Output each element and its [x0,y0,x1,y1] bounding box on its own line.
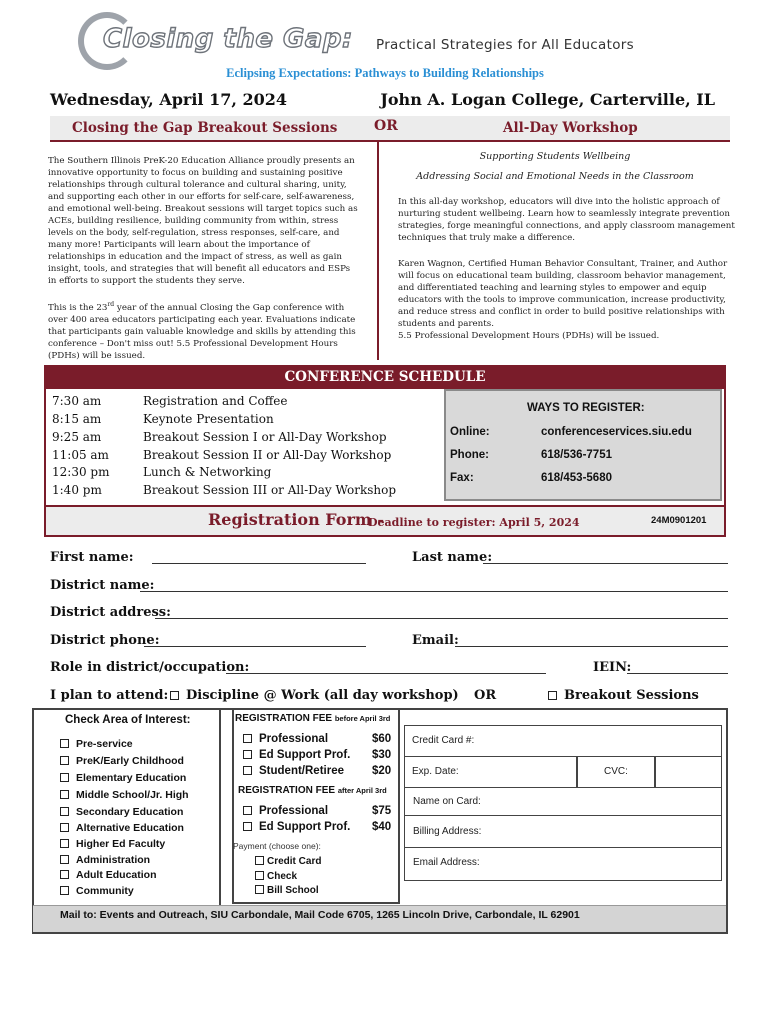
breakout-description: The Southern Illinois PreK-20 Education Alliance proudly presents an innovative opportunity to focus on building and sustaining positive relationships through cultural tolerance and cultural sharing, unity, and supporting each other in our efforts for self-care, self-awareness, and emotional well-being. Breakout sessions will target topics such as ACEs, building resilience, building community from within, stress levels on the body, self-regulation, stress responses, self-care, and many more! Participants will learn about the importance of relationships in education and the impact of stress, as well as gain insight, tools, and strategies that will benefit all educators and ESPs in efforts to support the students they serve. [48,156,358,286]
district-name-field[interactable] [140,591,728,592]
interest-item[interactable]: Pre-service [60,738,133,750]
district-phone-field[interactable] [144,646,366,647]
mail-address: Mail to: Events and Outreach, SIU Carbondale, Mail Code 6705, 1265 Lincoln Drive, Carbondale, IL 62901 [60,909,580,921]
checkbox-icon[interactable] [243,766,252,775]
tagline: Eclipsing Expectations: Pathways to Building Relationships [226,66,544,80]
checkbox-icon[interactable] [60,807,69,816]
checkbox-icon[interactable] [60,790,69,799]
exp-date-label: Exp. Date: [412,766,459,777]
checkbox-icon[interactable] [255,885,264,894]
checkbox-icon[interactable] [60,855,69,864]
workshop-subtitle: Supporting Students Wellbeing [479,151,631,162]
fee-option[interactable]: Ed Support Prof. [243,821,350,833]
schedule-event: Registration and Coffee [143,394,288,408]
checkbox-icon[interactable] [243,734,252,743]
schedule-title: CONFERENCE SCHEDULE [44,365,726,389]
fee-price: $60 [372,733,392,745]
schedule-event: Lunch & Networking [143,465,272,479]
billing-label: Billing Address: [413,826,482,837]
checkbox-icon[interactable] [170,691,179,700]
fee-option[interactable]: Professional [243,805,328,817]
register-fax: 618/453-5680 [541,472,612,484]
checkbox-icon[interactable] [255,856,264,865]
interest-item[interactable]: Elementary Education [60,772,186,784]
first-name-field[interactable] [152,563,366,564]
register-phone: 618/536-7751 [541,449,612,461]
workshop-tagline: Addressing Social and Emotional Needs in the Classroom [416,171,694,182]
option-or: OR [474,688,497,703]
checkbox-icon[interactable] [60,886,69,895]
event-date: Wednesday, April 17, 2024 [50,90,288,109]
interest-item[interactable]: PreK/Early Childhood [60,755,184,767]
fee-price: $20 [372,765,392,777]
interest-title: Check Area of Interest: [65,714,191,726]
logo-subtitle: Practical Strategies for All Educators [376,37,634,53]
conference-history: This is the 23rd year of the annual Closing the Gap conference with over 400 area educators participating each year. Evaluations indicate that participants gain valuable knowledge and skills by attending this conference – Don't miss out! 5.5 Professional Development Hours (PDHs) will be issued. [48,301,356,361]
form-deadline: Deadline to register: April 5, 2024 [368,516,580,529]
role-label: Role in district/occupation: [50,660,250,675]
checkbox-icon[interactable] [243,750,252,759]
email-field[interactable] [455,646,728,647]
or-label: OR [374,118,398,134]
schedule-event: Keynote Presentation [143,412,274,426]
form-title: Registration Form - [208,510,385,529]
interest-item[interactable]: Secondary Education [60,806,183,818]
schedule-time: 12:30 pm [52,465,110,479]
workshop-title: All-Day Workshop [503,120,638,136]
checkbox-icon[interactable] [60,823,69,832]
district-address-label: District address: [50,605,171,620]
checkbox-icon[interactable] [548,691,557,700]
email-label: Email: [412,633,459,648]
payment-option[interactable]: Check [255,871,297,882]
checkbox-icon[interactable] [255,871,264,880]
register-online-link[interactable]: conferenceservices.siu.edu [541,426,692,438]
interest-item[interactable]: Community [60,885,134,897]
checkbox-icon[interactable] [60,756,69,765]
interest-item[interactable]: Adult Education [60,869,157,881]
cvc-divider [654,757,656,788]
register-title: WAYS TO REGISTER: [527,402,645,414]
schedule-time: 9:25 am [52,430,102,444]
fee-after-title: REGISTRATION FEE after April 3rd [238,785,387,796]
district-address-field[interactable] [155,618,728,619]
payment-option[interactable]: Bill School [255,885,319,896]
checkbox-icon[interactable] [60,839,69,848]
logo-title: Closing the Gap: [103,24,353,54]
checkbox-icon[interactable] [60,739,69,748]
card-number-label: Credit Card #: [412,735,475,746]
schedule-event: Breakout Session III or All-Day Workshop [143,483,397,497]
district-phone-label: District phone: [50,633,160,648]
fee-price: $40 [372,821,392,833]
workshop-description: In this all-day workshop, educators will dive into the holistic approach of nurturing student wellbeing. Learn how to seamlessly integrate prevention strategies, forge meaningful connections, and apply classroom management techniques that truly make a difference. [398,197,735,243]
payment-title: Payment (choose one): [233,841,321,851]
iein-field[interactable] [627,673,728,674]
interest-item[interactable]: Alternative Education [60,822,184,834]
schedule-event: Breakout Session I or All-Day Workshop [143,430,387,444]
column-divider [377,142,379,360]
form-code: 24M0901201 [651,515,707,526]
event-location: John A. Logan College, Carterville, IL [380,90,715,109]
card-email-label: Email Address: [413,857,480,868]
schedule-time: 11:05 am [52,448,109,462]
schedule-time: 8:15 am [52,412,102,426]
fee-price: $75 [372,805,392,817]
fee-option[interactable]: Ed Support Prof. [243,749,350,761]
interest-item[interactable]: Administration [60,854,150,866]
schedule-time: 7:30 am [52,394,102,408]
cvc-label: CVC: [604,766,628,777]
checkbox-icon[interactable] [243,822,252,831]
checkbox-icon[interactable] [60,773,69,782]
schedule-time: 1:40 pm [52,483,102,497]
fee-price: $30 [372,749,392,761]
role-field[interactable] [226,673,546,674]
workshop-option[interactable]: Discipline @ Work (all day workshop) [170,688,459,703]
schedule-event: Breakout Session II or All-Day Workshop [143,448,392,462]
first-name-label: First name: [50,550,134,565]
register-label: Phone: [450,449,489,461]
iein-label: IEIN: [593,660,632,675]
cvc-divider [576,757,578,788]
register-label: Online: [450,426,490,438]
checkbox-icon[interactable] [60,870,69,879]
fee-before-title: REGISTRATION FEE before April 3rd [235,713,391,724]
fee-option[interactable]: Student/Retiree [243,765,344,777]
breakout-option[interactable]: Breakout Sessions [548,688,699,703]
payment-option[interactable]: Credit Card [255,856,321,867]
plan-label: I plan to attend: [50,688,169,703]
card-name-label: Name on Card: [413,796,481,807]
breakout-title: Closing the Gap Breakout Sessions [72,120,338,136]
interest-item[interactable]: Higher Ed Faculty [60,838,165,850]
checkbox-icon[interactable] [243,806,252,815]
district-name-label: District name: [50,578,155,593]
presenter-description: Karen Wagnon, Certified Human Behavior Consultant, Trainer, and Author will focus on educational team building, classroom behavior management, and differentiated teaching and learning styles to empower and equip educators with the tools to improve communication, increase productivity, and reduce stress and conflict in order to build positive relationships with students and parents. 5.5 Professional Development Hours (PDHs) will be issued. [398,259,728,341]
last-name-field[interactable] [483,563,728,564]
fee-option[interactable]: Professional [243,733,328,745]
interest-item[interactable]: Middle School/Jr. High [60,789,189,801]
register-label: Fax: [450,472,474,484]
last-name-label: Last name: [412,550,493,565]
